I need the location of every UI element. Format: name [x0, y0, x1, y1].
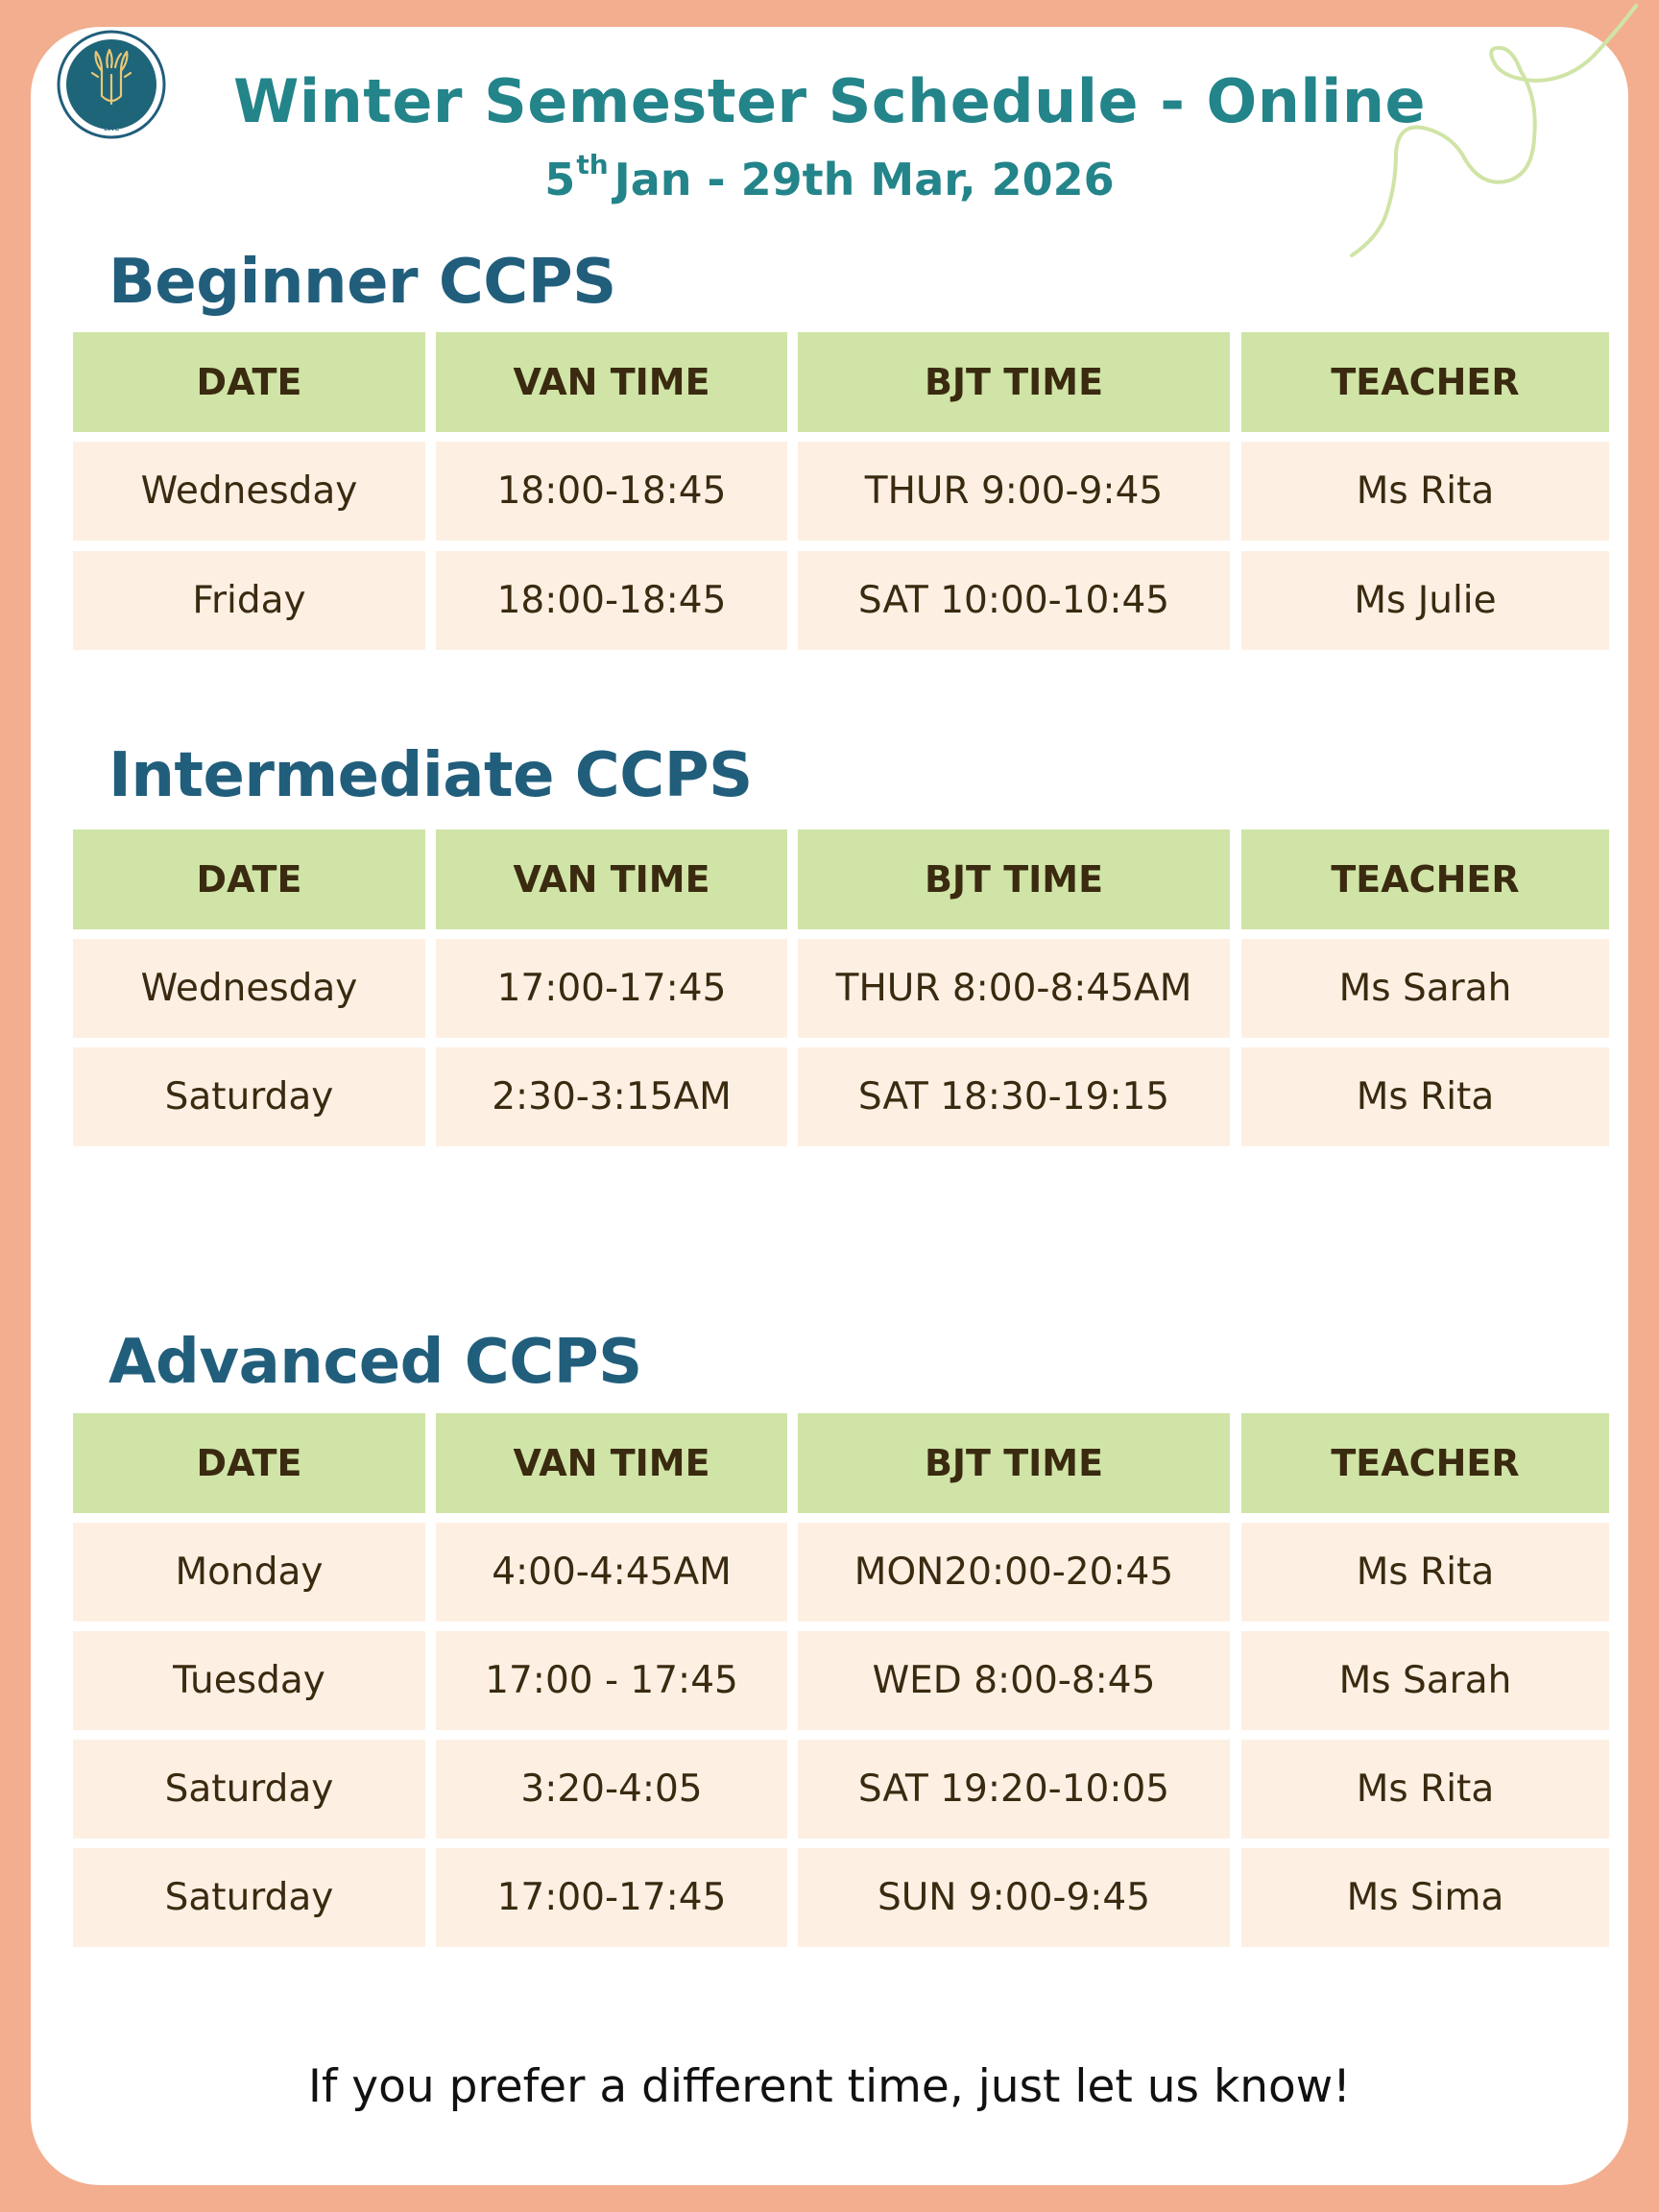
column-header-van-time: VAN TIME	[436, 332, 787, 432]
column-header-van-time: VAN TIME	[436, 830, 787, 929]
table-cell-teacher: Ms Julie	[1241, 551, 1609, 650]
page-title: Winter Semester Schedule - Online	[232, 66, 1427, 136]
table-cell-date: Friday	[73, 551, 425, 650]
date-range-subtitle	[0, 136, 1659, 208]
table-cell-bjt-time: SAT 18:30-19:15	[798, 1047, 1230, 1146]
column-header-bjt-time: BJT TIME	[798, 830, 1230, 929]
column-header-date: DATE	[73, 1413, 425, 1513]
section-title-advanced: Advanced CCPS	[108, 1327, 642, 1398]
table-cell-bjt-time: WED 8:00-8:45	[798, 1631, 1230, 1730]
table-cell-bjt-time: SUN 9:00-9:45	[798, 1848, 1230, 1947]
table-cell-bjt-time: SAT 10:00-10:45	[798, 551, 1230, 650]
table-cell-teacher: Ms Rita	[1241, 1523, 1609, 1622]
logo-text: LWL	[103, 124, 120, 132]
section-title-beginner: Beginner CCPS	[108, 247, 616, 318]
table-cell-date: Wednesday	[73, 939, 425, 1038]
table-cell-van-time: 2:30-3:15AM	[436, 1047, 787, 1146]
table-cell-teacher: Ms Rita	[1241, 1740, 1609, 1839]
section-title-intermediate: Intermediate CCPS	[108, 740, 753, 811]
table-cell-van-time: 18:00-18:45	[436, 551, 787, 650]
footer-note: If you prefer a different time, just let us know!	[307, 2060, 1352, 2113]
table-cell-van-time: 4:00-4:45AM	[436, 1523, 787, 1622]
table-cell-teacher: Ms Rita	[1241, 442, 1609, 541]
column-header-teacher: TEACHER	[1241, 1413, 1609, 1513]
column-header-date: DATE	[73, 830, 425, 929]
table-cell-bjt-time: SAT 19:20-10:05	[798, 1740, 1230, 1839]
table-cell-van-time: 17:00 - 17:45	[436, 1631, 787, 1730]
table-cell-date: Wednesday	[73, 442, 425, 541]
table-cell-teacher: Ms Rita	[1241, 1047, 1609, 1146]
column-header-teacher: TEACHER	[1241, 332, 1609, 432]
column-header-teacher: TEACHER	[1241, 830, 1609, 929]
table-cell-date: Saturday	[73, 1740, 425, 1839]
table-cell-van-time: 17:00-17:45	[436, 939, 787, 1038]
subtitle-rest: Jan - 29th Mar, 2026	[613, 154, 1115, 205]
table-cell-date: Saturday	[73, 1047, 425, 1146]
table-cell-bjt-time: MON20:00-20:45	[798, 1523, 1230, 1622]
subtitle-day: 5	[544, 154, 576, 205]
column-header-bjt-time: BJT TIME	[798, 332, 1230, 432]
table-cell-date: Tuesday	[73, 1631, 425, 1730]
table-cell-teacher: Ms Sarah	[1241, 1631, 1609, 1730]
table-cell-date: Monday	[73, 1523, 425, 1622]
table-cell-van-time: 18:00-18:45	[436, 442, 787, 541]
table-cell-teacher: Ms Sarah	[1241, 939, 1609, 1038]
table-cell-van-time: 3:20-4:05	[436, 1740, 787, 1839]
column-header-date: DATE	[73, 332, 425, 432]
column-header-bjt-time: BJT TIME	[798, 1413, 1230, 1513]
subtitle-ordinal: th	[576, 149, 609, 180]
column-header-van-time: VAN TIME	[436, 1413, 787, 1513]
table-cell-van-time: 17:00-17:45	[436, 1848, 787, 1947]
table-cell-bjt-time: THUR 8:00-8:45AM	[798, 939, 1230, 1038]
table-cell-bjt-time: THUR 9:00-9:45	[798, 442, 1230, 541]
table-cell-date: Saturday	[73, 1848, 425, 1947]
table-cell-teacher: Ms Sima	[1241, 1848, 1609, 1947]
